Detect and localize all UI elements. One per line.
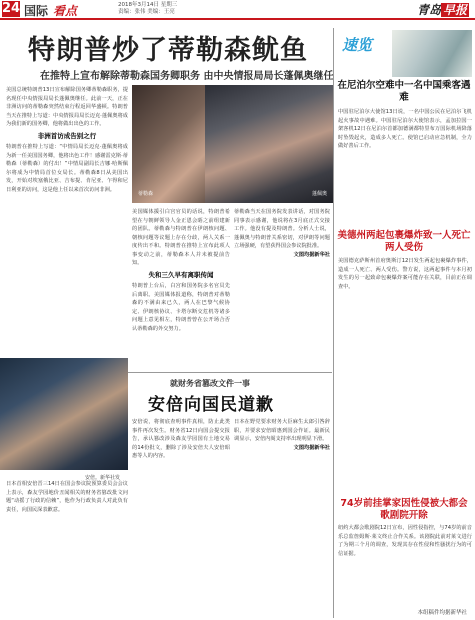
section-label: 国际 (24, 4, 49, 18)
main-col2b-text: 特朗普上台后，白宫和国务院多名官员先后离职。美国媒体报道称，特朗普对蒂勒森的不满由来已久，两人在巴黎气候协定、伊朗核协议、卡塔尔断交危机等诸多问题上意见相左，特朗普曾在公开场合否认蒂勒森的外交努力。 (132, 283, 230, 332)
bottom-article-col3 (234, 418, 330, 608)
plane-crash-photo (392, 30, 472, 77)
editor-line: 责编：张伟 美编：王亮 (118, 9, 175, 15)
main-col1-text: 美国总统特朗普13日宣布解除国务卿蒂勒森职务，提名现任中央情报局局长蓬佩奥继任。此前一天，正在非洲访问的蒂勒森突然结束行程返回华盛顿。特朗普当天在推特上写道：中央情报局局长迈克·蓬佩奥将成为我们新的国务卿，他将做出出色的工作。 (6, 87, 128, 127)
page-header (0, 0, 475, 20)
header-meta (118, 2, 238, 16)
abe-photo-caption: 安倍。新华社发 (85, 475, 121, 481)
sidebar-divider (333, 28, 334, 618)
main-col1b-text: 特朗普在推特上写道：“中情局局长迈克·蓬佩奥将成为新一任美国国务卿，他将出色工作！感谢雷克斯·蒂勒森（蒂勒森）的付出！”中情局副局长吉娜·哈斯佩尔将成为中情局首位女局长。蒂勒森8日从美国出发，开始对埃塞俄比亚、吉布提、肯尼亚、乍得和尼日利亚的访问，这是他上任以来首次访问非洲。 (6, 144, 128, 193)
main-subhead: 在推特上宣布解除蒂勒森国务卿职务 由中央情报局局长蓬佩奥继任 (40, 71, 334, 82)
pompeo-photo (205, 85, 333, 203)
bottom-kicker: 就财务省篡改文件一事 (170, 379, 250, 388)
main-article-col1 (6, 86, 128, 368)
main-article-col2 (132, 208, 230, 368)
newspaper-logo (417, 1, 469, 18)
bottom-headline: 安倍向国民道歉 (148, 395, 274, 415)
sidebar-footer-note: 本组稿件均据新华社 (417, 610, 467, 616)
main-article-col3 (234, 208, 330, 368)
logo-part1: 青岛 (416, 3, 441, 17)
date-line: 2018年3月14日 星期三 (118, 2, 178, 8)
photo-left-caption: 蒂勒森 (138, 191, 154, 197)
bottom-source: 文图均据新华社 (293, 444, 330, 451)
page-number: 24 (2, 1, 21, 16)
bottom-col3-text: 日本在野党要求财务大臣麻生太郎引咎辞职，并要求安倍昭惠到国会作证。最新民调显示，安倍内阁支持率出现明显下滑。 (234, 419, 330, 442)
main-headline: 特朗普炒了蒂勒森鱿鱼 (28, 35, 308, 66)
photo-right-caption: 蓬佩奥 (311, 191, 327, 197)
sidebar-item2-text: 美国德克萨斯州首府奥斯汀12日发生两起包裹爆炸事件，造成一人死亡、两人受伤。警方说，这两起事件与本月初发生的另一起致命包裹爆炸案可能存在关联，目前正在调查中。 (338, 258, 472, 290)
abe-photo (0, 358, 128, 470)
sidebar-item2-title: 美德州两起包裹爆炸致一人死亡两人受伤 (337, 230, 471, 253)
sidebar-item1-title: 在尼泊尔空难中一名中国乘客遇难 (337, 80, 471, 103)
speed-label: 速览 (342, 36, 373, 54)
bottom-article-col2: 安倍说，将彻底查明事件真相，防止此类事件再次发生。财务省12日向国会提交报告，承认篡改涉及森友学园国有土地交易的14份批文，删除了涉及安倍夫人安倍昭惠等人的内容。 (132, 419, 230, 459)
sidebar-item3-text: 纽约大都会歌剧院12日宣布，因性侵指控，与74岁的前音乐总监詹姆斯·莱文终止合作关系。该剧院此前对莱文进行了为期三个月的调查，发现其存在性侵和性骚扰行为的可信证据。 (338, 525, 472, 557)
section-tag: 看点 (53, 4, 78, 18)
sidebar-item3-title: 74岁前挂掌家因性侵被大都会歌剧院开除 (340, 498, 468, 521)
main-col3-text: 蒂勒森当天在国务院发表讲话，对国务院同事表示感谢，他说将在3月底正式交接工作。他没有提及特朗普。分析人士说，蓬佩奥与特朗普关系密切，对伊朗等问题立场强硬，有望获得国会参议院批准。 (234, 209, 330, 249)
main-col2-text: 美国媒体援引白宫官员的话说，特朗普希望在与朝鲜领导人金正恩会晤之前组建新的团队。蒂勒森与特朗普在伊朗核问题、朝核问题等议题上存在分歧，两人关系一度传出不和。特朗普在推特上宣布此项人事变动之前，蒂勒森本人并未被提前告知。 (132, 209, 230, 266)
bottom-article-col1: 日本首相安倍晋三14日在国会参议院预算委员会会议上表示，森友学园地价丑闻相关的财务省篡改批文问题“动摇了行政的信赖”，他作为行政负责人对此负有责任，向国民深表歉意。 (6, 481, 128, 513)
logo-part2: 早报 (442, 3, 467, 17)
sidebar-item1-text: 中国驻尼泊尔大使馆13日说，一名中国公民在尼泊尔飞机起火事故中遇难。中国驻尼泊尔大使馆表示，孟加拉国一架客机12日在尼泊尔首都加德满都特里布万国际机场降落时坠毁起火，造成多人死亡。使馆已启动应急机制，全力做好善后工作。 (338, 109, 472, 149)
main-subtitle-2: 失和三久早有离职传闻 (148, 270, 214, 279)
main-source: 文图均据新华社 (293, 251, 330, 258)
main-subtitle-1: 非洲首访成告别之行 (37, 131, 97, 140)
